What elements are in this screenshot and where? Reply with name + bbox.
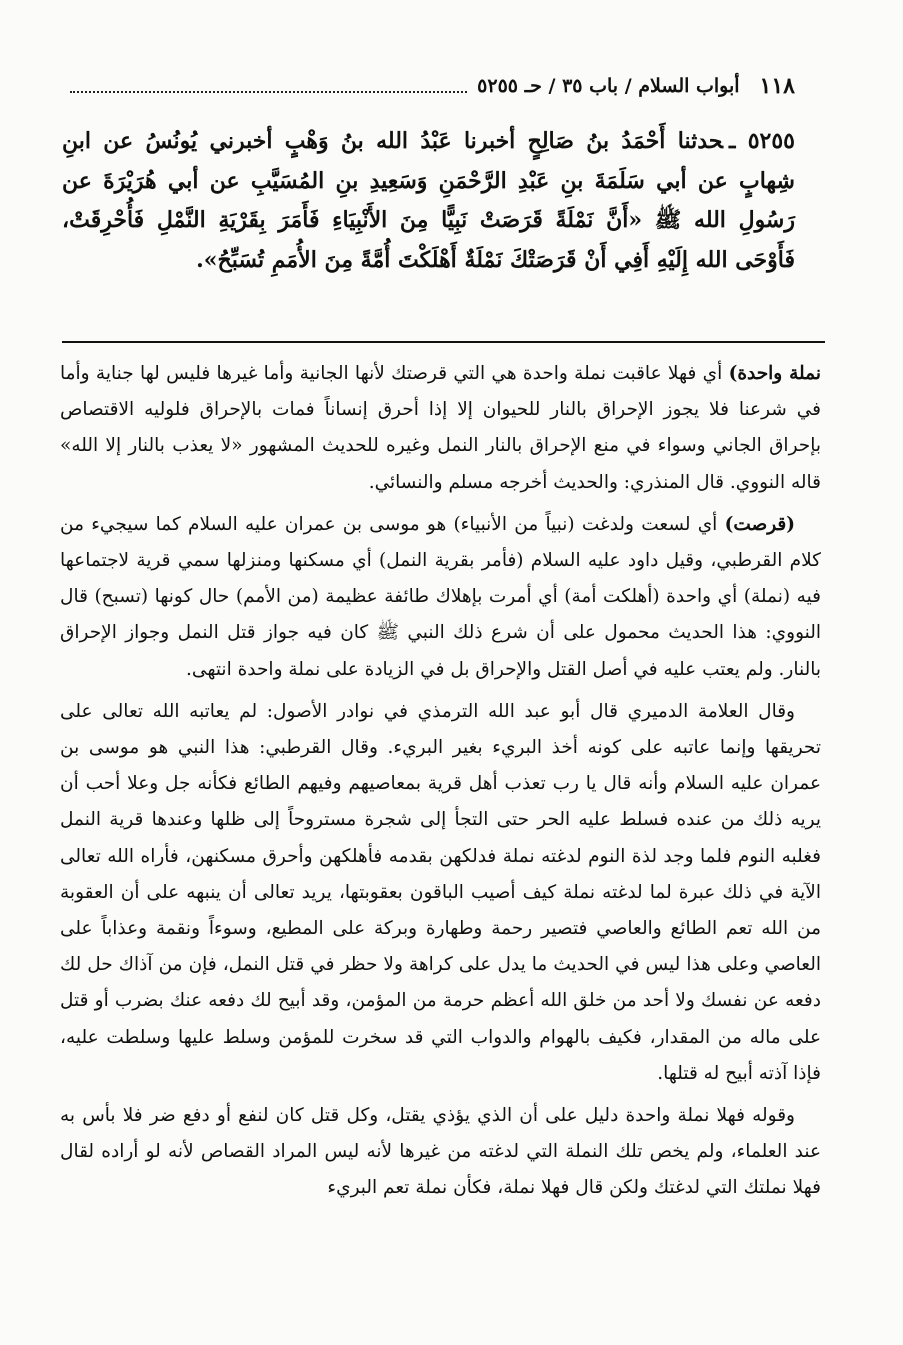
commentary-keyword: نملة واحدة): [728, 363, 822, 384]
page-number: ١١٨: [759, 73, 795, 99]
running-header: [60, 66, 795, 106]
commentary-text: وقوله فهلا نملة واحدة دليل على أن الذي يؤذي يقتل، وكل قتل كان لنفع أو دفع ضر فلا بأس به عند العلماء، ولم يخص تلك النملة التي لدغته من غيرها لأنه ليس المراد القصاص لأنه لو أراده لقال فهلا نملتك التي لدغتك ولكن قال فهلا نملة، فكأن نملة تعم البريء: [60, 1105, 821, 1199]
commentary-text: وقال العلامة الدميري قال أبو عبد الله الترمذي في نوادر الأصول: لم يعاتبه الله تعالى على تحريقها وإنما عاتبه على كونه أخذ البريء بغير البريء. وقال القرطبي: هذا النبي هو موسى بن عمران عليه السلام وأنه قال يا رب تعذب أهل قرية بمعاصيهم وفيهم الطائع فكأنه جل وعلا أحب أن يريه ذلك من عنده فسلط عليه الحر حتى التجأ إلى شجرة مستروحاً إلى ظلها وعندها قرية النمل فغلبه النوم فلما وجد لذة النوم لدغته نملة فدلكهن بقدمه فأهلكهن وأحرق مسكنهن، فأراه الله تعالى الآية في ذلك عبرة لما لدغته نملة كيف أصيب الباقون بعقوبتها، يريد تعالى أن ينبهه على أن العقوبة من الله تعم الطائع والعاصي فتصير رحمة وطهارة وبركة على المطيع، وسوءاً ونقمة وعذاباً على العاصي وعلى هذا ليس في الحديث ما يدل على كراهة ولا حظر في قتل النمل، فإن من آذاك حل لك دفعه عن نفسك ولا أحد من خلق الله أعظم حرمة من المؤمن، وقد أبيح لك دفعه عنك بضرب أو قتل على ماله من المقدار، فكيف بالهوام والدواب التي قد سخرت للمؤمن وسلط عليها وسلطت عليه، فإذا آذته أبيح له قتلها.: [60, 700, 821, 1084]
commentary-text: أي فهلا عاقبت نملة واحدة هي التي قرصتك لأنها الجانية وأما غيرها فليس لها جناية وأما في شرعنا فلا يجوز الإحراق بالنار للحيوان إلا إذا أحرق إنساناً فمات بالإحراق فلوليه الاقتصاص بإحراق الجاني وسواء في منع الإحراق بالنار النمل وغيره للحديث المشهور «لا يعذب بالنار إلا الله» قاله النووي. قال المنذري: والحديث أخرجه مسلم والنسائي.: [60, 363, 821, 493]
hadith-text-block: [62, 122, 795, 280]
separator-rule: [62, 341, 825, 343]
leader-dots: [70, 91, 467, 93]
hadith-body: حدثنا أَحْمَدُ بنُ صَالِحٍ أخبرنا عَبْدُ الله بنُ وَهْبٍ أخبرني يُونُسُ عن ابنِ شِهابٍ عن أبي سَلَمَةَ بنِ عَبْدِ الرَّحْمَنِ وَسَعِيدِ بنِ المُسَيَّبِ عن أبي هُرَيْرَةَ عن رَسُولِ الله ﷺ «أَنَّ نَمْلَةً قَرَصَتْ نَبِيًّا مِنَ الأَنْبِيَاءِ فَأَمَرَ بِقَرْيَةِ النَّمْلِ فَأُحْرِقَتْ، فَأَوْحَى الله إِلَيْهِ أَفِي أَنْ قَرَصَتْكَ نَمْلَةٌ أَهْلَكْتَ أُمَّةً مِنَ الأُمَمِ تُسَبِّحُ».: [62, 128, 795, 273]
commentary-paragraph-1: [60, 356, 821, 501]
commentary-paragraph-3: [60, 694, 821, 1092]
commentary-text: أي لسعت ولدغت (نبياً من الأنبياء) هو موسى بن عمران عليه السلام كما سيجيء من كلام القرطبي، وقيل داود عليه السلام (فأمر بقرية النمل) أي مسكنها ومنزلها سمي قرية لاجتماعها فيه (نملة) أي واحدة (أهلكت أمة) أي أمرت بإهلاك طائفة عظيمة (من الأمم) حال كونها (تسبح) قال النووي: هذا الحديث محمول على أن شرع ذلك النبي ﷺ كان فيه جواز قتل النمل وجواز الإحراق بالنار. ولم يعتب عليه في أصل القتل والإحراق بل في الزيادة على نملة واحدة انتهى.: [60, 513, 821, 680]
commentary-keyword: (قرصت): [724, 513, 795, 535]
header-title: أبواب السلام / باب ٣٥ / حـ ٥٢٥٥: [477, 75, 740, 97]
commentary-paragraph-2: [60, 507, 821, 688]
commentary-paragraph-4: [60, 1098, 821, 1207]
hadith-number: ٥٢٥٥ ـ: [728, 128, 795, 154]
commentary-block: [60, 356, 821, 1213]
